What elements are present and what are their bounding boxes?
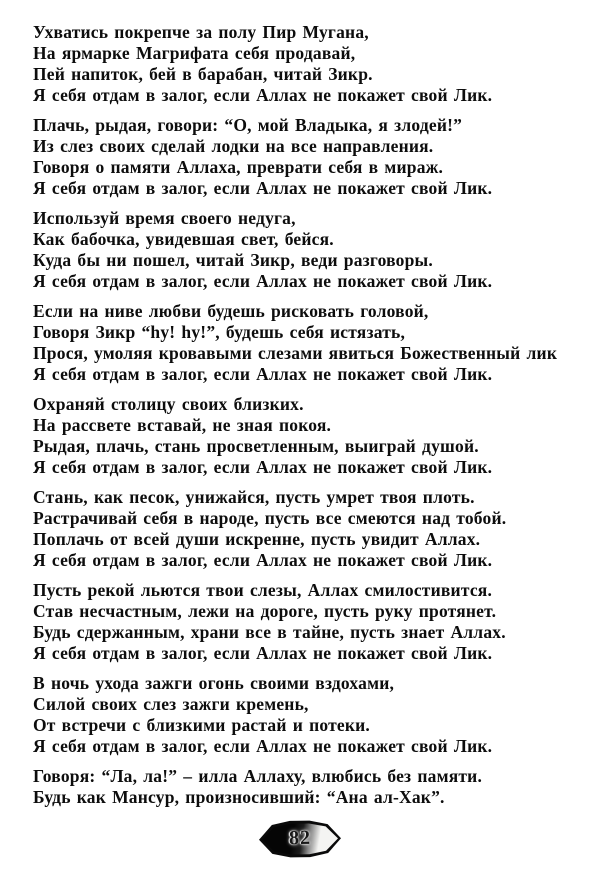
poem-line: Став несчастным, лежи на дороге, пусть руку протянет. (33, 601, 497, 621)
stanza (33, 301, 600, 385)
poem-line: Прося, умоляя кровавыми слезами явиться Божественный лик (33, 343, 558, 363)
poem-line: Стань, как песок, унижайся, пусть умрет твоя плоть. (33, 487, 475, 507)
poem-line: Плачь, рыдая, говори: “О, мой Владыка, я злодей!” (33, 115, 463, 135)
poem-line: Куда бы ни пошел, читай Зикр, веди разговоры. (33, 250, 433, 270)
stanza (33, 394, 600, 478)
poem-line: Говоря Зикр “hy! hy!”, будешь себя истязать, (33, 322, 406, 342)
poem-line: Рыдая, плачь, стань просветленным, выиграй душой. (33, 436, 479, 456)
poem-line: Будь сдержанным, храни все в тайне, пусть знает Аллах. (33, 622, 506, 642)
poem-line: Охраняй столицу своих близких. (33, 394, 304, 414)
poem-line: Пусть рекой льются твои слезы, Аллах смилостивится. (33, 580, 493, 600)
poem-line: Будь как Мансур, произносивший: “Ана ал-Хак”. (33, 787, 445, 807)
poem-text (33, 22, 600, 808)
stanza (33, 22, 600, 106)
poem-line: Я себя отдам в залог, если Аллах не покажет свой Лик. (33, 736, 493, 756)
poem-line: Я себя отдам в залог, если Аллах не покажет свой Лик. (33, 85, 493, 105)
poem-line: Силой своих слез зажги кремень, (33, 694, 309, 714)
page-number-ornament (259, 819, 342, 858)
poem-line: Я себя отдам в залог, если Аллах не покажет свой Лик. (33, 178, 493, 198)
poem-line: Я себя отдам в залог, если Аллах не покажет свой Лик. (33, 457, 493, 477)
poem-line: Я себя отдам в залог, если Аллах не покажет свой Лик. (33, 271, 493, 291)
poem-line: Я себя отдам в залог, если Аллах не покажет свой Лик. (33, 364, 493, 384)
stanza (33, 115, 600, 199)
poem-line: Из слез своих сделай лодки на все направления. (33, 136, 434, 156)
poem-line: В ночь ухода зажги огонь своими вздохами, (33, 673, 395, 693)
poem-line: Пей напиток, бей в барабан, читай Зикр. (33, 64, 373, 84)
poem-line: От встречи с близкими растай и потеки. (33, 715, 370, 735)
poem-line: Используй время своего недуга, (33, 208, 296, 228)
poem-line: Говоря о памяти Аллаха, преврати себя в мираж. (33, 157, 444, 177)
poem-line: Если на ниве любви будешь рисковать головой, (33, 301, 429, 321)
poem-line: Я себя отдам в залог, если Аллах не покажет свой Лик. (33, 643, 493, 663)
poem-line: Растрачивай себя в народе, пусть все смеются над тобой. (33, 508, 507, 528)
page-number: 82 (288, 826, 312, 850)
poem-line: Я себя отдам в залог, если Аллах не покажет свой Лик. (33, 550, 493, 570)
stanza (33, 208, 600, 292)
poem-line: Поплачь от всей души искренне, пусть увидит Аллах. (33, 529, 481, 549)
poem-line: На ярмарке Магрифата себя продавай, (33, 43, 356, 63)
stanza (33, 487, 600, 571)
stanza (33, 580, 600, 664)
poem-line: Как бабочка, увидевшая свет, бейся. (33, 229, 334, 249)
stanza (33, 766, 600, 808)
stanza (33, 673, 600, 757)
poem-line: Говоря: “Ла, ла!” – илла Аллаху, влюбись без памяти. (33, 766, 483, 786)
poem-line: На рассвете вставай, не зная покоя. (33, 415, 332, 435)
poem-line: Ухватись покрепче за полу Пир Мугана, (33, 22, 369, 42)
